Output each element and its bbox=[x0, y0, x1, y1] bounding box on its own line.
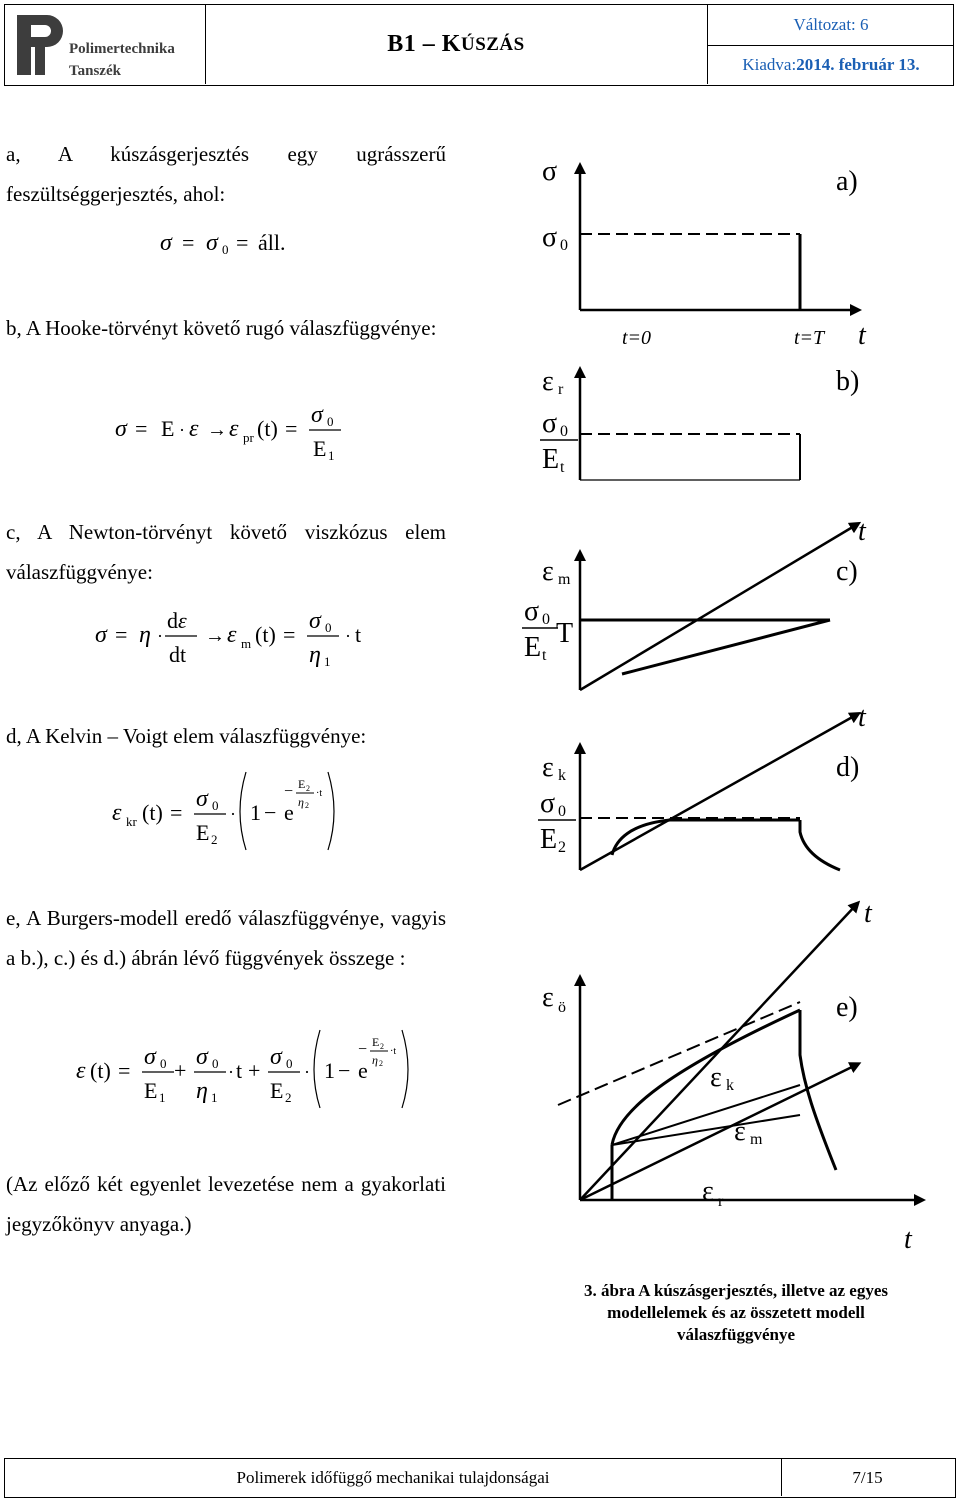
axis-c-x bbox=[580, 525, 856, 690]
title-main: B1 – K bbox=[387, 31, 461, 57]
svg-text:0: 0 bbox=[327, 414, 334, 429]
svg-text:=: = bbox=[283, 622, 296, 647]
svg-text:áll.: áll. bbox=[258, 230, 286, 255]
svg-text:1: 1 bbox=[324, 1058, 335, 1083]
svg-text:E: E bbox=[196, 820, 210, 845]
svg-text:σ: σ bbox=[542, 156, 558, 187]
label-t-e1: t bbox=[864, 898, 872, 929]
course-title: Polimerek időfüggő mechanikai tulajdonságai bbox=[5, 1459, 782, 1496]
svg-text:T: T bbox=[556, 618, 574, 649]
page-footer bbox=[4, 1458, 956, 1498]
svg-text:E: E bbox=[540, 824, 558, 855]
svg-text:E: E bbox=[372, 1035, 380, 1049]
svg-text:1: 1 bbox=[324, 654, 331, 669]
svg-text:→: → bbox=[205, 625, 225, 647]
label-t0: t=0 bbox=[622, 327, 652, 349]
svg-text:0: 0 bbox=[286, 1056, 293, 1071]
svg-text:r: r bbox=[558, 381, 564, 398]
section-d-text: d, A Kelvin – Voigt elem válaszfüggvénye: bbox=[6, 724, 367, 748]
svg-text:0: 0 bbox=[222, 242, 229, 257]
svg-text:σ: σ bbox=[542, 222, 558, 253]
svg-text:E: E bbox=[524, 632, 542, 663]
svg-text:ε: ε bbox=[76, 1058, 86, 1084]
svg-text:ε: ε bbox=[227, 622, 237, 648]
svg-text:σ: σ bbox=[196, 1044, 208, 1070]
svg-text:·: · bbox=[157, 626, 163, 646]
svg-text:σ: σ bbox=[524, 596, 540, 627]
svg-text:0: 0 bbox=[160, 1056, 167, 1071]
svg-text:σ: σ bbox=[160, 230, 172, 256]
page-header bbox=[4, 4, 954, 86]
title-small: ÚSZÁS bbox=[460, 33, 525, 55]
svg-text:·t: ·t bbox=[390, 1046, 397, 1057]
logo-line2: Tanszék bbox=[69, 63, 121, 79]
svg-text:1: 1 bbox=[211, 1090, 218, 1105]
svg-text:1: 1 bbox=[328, 448, 335, 463]
svg-text:t: t bbox=[236, 1058, 243, 1083]
svg-text:t: t bbox=[560, 459, 565, 476]
label-panel-e: e) bbox=[836, 992, 858, 1023]
svg-text:·: · bbox=[179, 420, 185, 440]
svg-text:ε: ε bbox=[542, 556, 554, 587]
svg-text:ö: ö bbox=[558, 999, 566, 1016]
version-label: Változat: 6 bbox=[708, 5, 954, 46]
figure-caption: 3. ábra A kúszásgerjesztés, illetve az egyes modellelemek és az összetett modell válaszfüggvénye bbox=[583, 1281, 889, 1344]
svg-text:=: = bbox=[285, 416, 298, 441]
label-t-e2: t bbox=[904, 1224, 912, 1255]
svg-text:=: = bbox=[236, 230, 249, 255]
svg-text:ε: ε bbox=[702, 1176, 714, 1207]
equation-a bbox=[160, 222, 310, 262]
svg-text:ε: ε bbox=[229, 416, 239, 442]
svg-text:kr: kr bbox=[126, 814, 137, 829]
svg-text:ε: ε bbox=[542, 366, 554, 397]
svg-text:=: = bbox=[135, 416, 148, 441]
svg-text:=: = bbox=[118, 1058, 131, 1083]
section-e-text: e, A Burgers-modell eredő válaszfüggvénye, vagyis a b.), c.) és d.) ábrán lévő függvények összege : bbox=[6, 906, 446, 970]
svg-text:ε: ε bbox=[734, 1116, 746, 1147]
svg-text:ε: ε bbox=[542, 982, 554, 1013]
svg-text:2: 2 bbox=[379, 1059, 383, 1068]
svg-text:0: 0 bbox=[212, 1056, 219, 1071]
svg-text:η: η bbox=[372, 1053, 378, 1067]
svg-text:η: η bbox=[298, 795, 304, 809]
svg-text:2: 2 bbox=[306, 784, 310, 793]
svg-text:2: 2 bbox=[285, 1090, 292, 1105]
svg-text:(t): (t) bbox=[142, 800, 163, 825]
svg-text:=: = bbox=[170, 800, 183, 825]
svg-text:e: e bbox=[284, 800, 294, 825]
svg-text:σ: σ bbox=[542, 408, 558, 439]
svg-text:0: 0 bbox=[325, 620, 332, 635]
svg-text:E: E bbox=[313, 436, 327, 461]
label-panel-c: c) bbox=[836, 556, 858, 587]
svg-text:pr: pr bbox=[243, 430, 254, 445]
svg-text:·t: ·t bbox=[316, 788, 323, 799]
svg-text:E: E bbox=[298, 777, 306, 791]
axis-d-x bbox=[580, 715, 856, 870]
svg-text:ε: ε bbox=[189, 416, 199, 442]
label-t-c: t bbox=[858, 516, 866, 547]
logo-line1: Polimertechnika bbox=[69, 41, 175, 57]
document-title bbox=[205, 5, 707, 84]
svg-text:σ: σ bbox=[270, 1044, 282, 1070]
svg-text:(t): (t) bbox=[257, 416, 278, 441]
label-panel-b: b) bbox=[836, 366, 860, 397]
page-number: 7/15 bbox=[852, 1467, 883, 1487]
equation-b bbox=[115, 392, 375, 472]
svg-text:m: m bbox=[750, 1131, 763, 1148]
svg-text:k: k bbox=[558, 767, 566, 784]
svg-text:σ: σ bbox=[206, 230, 218, 256]
svg-text:0: 0 bbox=[212, 798, 219, 813]
svg-text:+: + bbox=[248, 1058, 261, 1083]
svg-text:2: 2 bbox=[211, 832, 218, 847]
svg-text:σ: σ bbox=[196, 786, 208, 812]
svg-text:·: · bbox=[304, 1062, 310, 1082]
svg-text:+: + bbox=[174, 1058, 187, 1083]
svg-text:1: 1 bbox=[250, 800, 261, 825]
svg-text:2: 2 bbox=[558, 839, 566, 856]
creep-figure bbox=[500, 150, 940, 1270]
note-text: (Az előző két egyenlet levezetése nem a gyakorlati jegyzőkönyv anyaga.) bbox=[6, 1172, 446, 1236]
svg-text:(t): (t) bbox=[255, 622, 276, 647]
svg-text:η: η bbox=[309, 642, 321, 668]
section-c-text: c, A Newton-törvényt követő viszkózus elem válaszfüggvénye: bbox=[6, 520, 446, 584]
svg-text:dε: dε bbox=[167, 608, 187, 633]
svg-text:0: 0 bbox=[560, 423, 568, 440]
svg-text:σ: σ bbox=[540, 788, 556, 819]
label-panel-a: a) bbox=[836, 166, 858, 197]
svg-text:σ: σ bbox=[311, 402, 323, 428]
burgers-curve bbox=[612, 1010, 800, 1145]
equation-e bbox=[76, 1024, 436, 1114]
svg-text:·: · bbox=[345, 626, 351, 646]
svg-text:η: η bbox=[196, 1078, 208, 1104]
svg-text:E: E bbox=[144, 1078, 158, 1103]
svg-text:t: t bbox=[355, 622, 362, 647]
svg-text:·: · bbox=[230, 804, 236, 824]
issued-label: Kiadva: 2014. február 13. bbox=[742, 55, 920, 75]
svg-text:e: e bbox=[358, 1058, 368, 1083]
department-logo bbox=[5, 5, 206, 84]
svg-text:σ: σ bbox=[95, 622, 107, 648]
section-a-text: a, A kúszásgerjesztés egy ugrásszerű feszültséggerjesztés, ahol: bbox=[6, 142, 446, 206]
label-tT: t=T bbox=[794, 327, 825, 349]
svg-text:k: k bbox=[726, 1077, 734, 1094]
svg-text:2: 2 bbox=[305, 801, 309, 810]
svg-text:E: E bbox=[270, 1078, 284, 1103]
svg-text:ε: ε bbox=[112, 800, 122, 826]
svg-text:0: 0 bbox=[558, 803, 566, 820]
svg-text:=: = bbox=[115, 622, 128, 647]
svg-text:−: − bbox=[338, 1058, 351, 1083]
svg-text:η: η bbox=[139, 622, 151, 648]
svg-text:σ: σ bbox=[144, 1044, 156, 1070]
svg-text:m: m bbox=[558, 571, 571, 588]
svg-text:m: m bbox=[241, 636, 252, 651]
svg-text:2: 2 bbox=[380, 1042, 384, 1051]
svg-text:0: 0 bbox=[542, 611, 550, 628]
equation-c bbox=[95, 598, 395, 678]
svg-text:E: E bbox=[161, 416, 175, 441]
header-meta bbox=[707, 5, 954, 84]
svg-text:dt: dt bbox=[169, 642, 187, 667]
label-t-d: t bbox=[858, 702, 866, 733]
svg-text:−: − bbox=[284, 783, 294, 800]
issued-date: 2014. február 13. bbox=[796, 55, 920, 75]
label-panel-d: d) bbox=[836, 752, 860, 783]
svg-text:·: · bbox=[228, 1062, 234, 1082]
equation-d bbox=[112, 766, 352, 856]
svg-text:σ: σ bbox=[115, 416, 127, 442]
svg-text:−: − bbox=[264, 800, 277, 825]
svg-text:ε: ε bbox=[542, 752, 554, 783]
svg-text:E: E bbox=[542, 444, 560, 475]
svg-text:0: 0 bbox=[560, 237, 568, 254]
svg-text:1: 1 bbox=[159, 1090, 166, 1105]
svg-text:r: r bbox=[718, 1193, 724, 1210]
svg-text:→: → bbox=[207, 419, 227, 441]
svg-text:=: = bbox=[182, 230, 195, 255]
svg-text:−: − bbox=[358, 1041, 368, 1058]
section-b-text: b, A Hooke-törvényt követő rugó válaszfüggvénye: bbox=[6, 316, 437, 340]
label-t-a: t bbox=[858, 320, 866, 351]
svg-text:ε: ε bbox=[710, 1062, 722, 1093]
burgers-asymptote bbox=[558, 1002, 800, 1105]
svg-text:(t): (t) bbox=[90, 1058, 111, 1083]
svg-text:t: t bbox=[542, 647, 547, 664]
svg-text:σ: σ bbox=[309, 608, 321, 634]
